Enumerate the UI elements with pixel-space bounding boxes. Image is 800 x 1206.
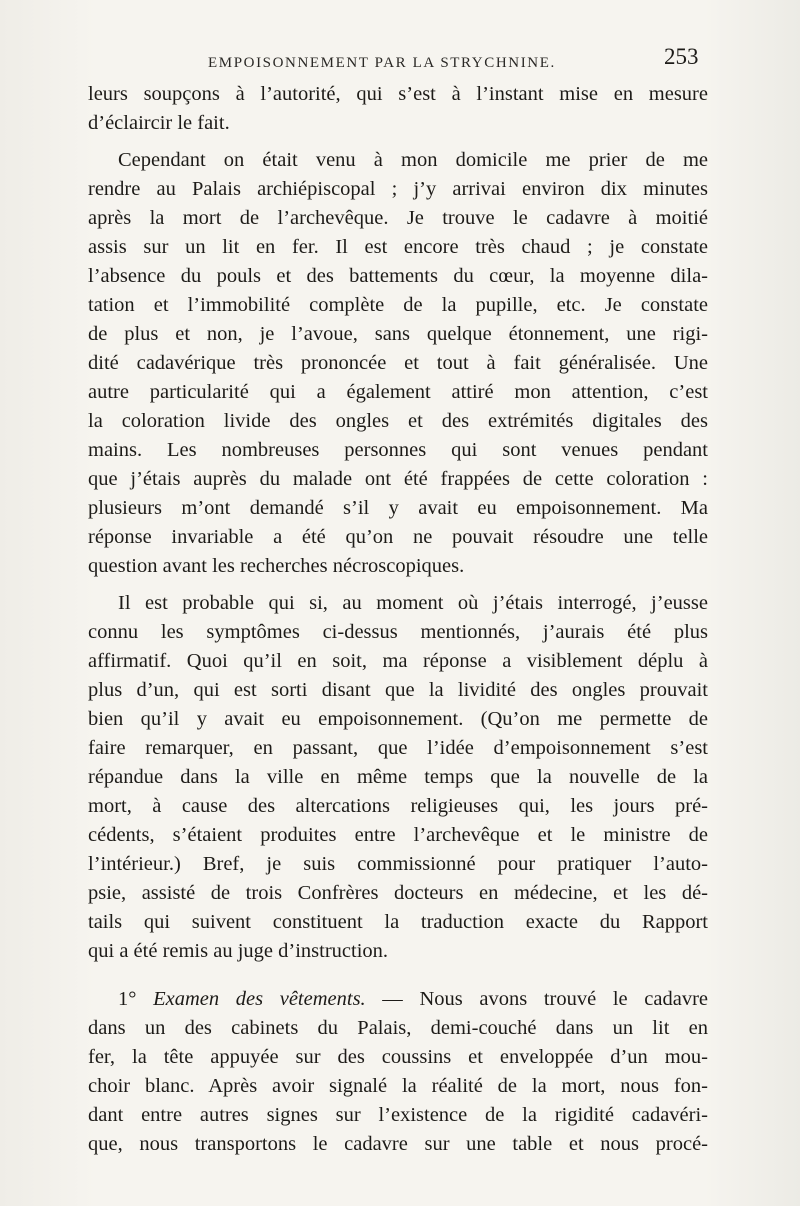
paragraph-spacer [88,138,708,146]
page-header [0,44,800,74]
paragraph [88,146,708,581]
text-line: bien qu’il y avait eu empoisonnement. (Qu’on me permette de [88,708,708,730]
text-line: réponse invariable a été qu’on ne pouvait résoudre une telle [88,526,708,548]
text-line: que, nous transportons le cadavre sur une table et nous procé- [88,1133,708,1155]
text-line: affirmatif. Quoi qu’il en soit, ma réponse a visiblement déplu à [88,650,708,672]
running-head: EMPOISONNEMENT PAR LA STRYCHNINE. [208,55,556,71]
section-number: 1° [118,988,137,1010]
paragraph [88,80,708,138]
text-line: plusieurs m’ont demandé s’il y avait eu empoisonnement. Ma [88,497,708,519]
paragraph-spacer [88,581,708,589]
text-line: dité cadavérique très prononcée et tout à fait généralisée. Une [88,352,708,374]
section-paragraph [88,985,708,1159]
text-line: la coloration livide des ongles et des extrémités digitales des [88,410,708,432]
section-lead-line [88,985,708,1014]
paragraph [88,589,708,966]
text-line: tation et l’immobilité complète de la pupille, etc. Je constate [88,294,708,316]
text-line: autre particularité qui a également attiré mon attention, c’est [88,381,708,403]
text-line: choir blanc. Après avoir signalé la réalité de la mort, nous fon- [88,1075,708,1097]
page-number: 253 [664,44,699,69]
text-line: qui a été remis au juge d’instruction. [88,940,389,962]
body-text [88,80,708,1159]
text-line: d’éclaircir le fait. [88,112,230,134]
text-line: mort, à cause des altercations religieuses qui, les jours pré- [88,795,708,817]
text-line: assis sur un lit en fer. Il est encore très chaud ; je constate [88,236,708,258]
text-line: dant entre autres signes sur l’existence de la rigidité cadavéri- [88,1104,708,1126]
text-line: que j’étais auprès du malade ont été frappées de cette coloration : [88,468,708,490]
text-line: fer, la tête appuyée sur des coussins et enveloppée d’un mou- [88,1046,708,1068]
text-line: cédents, s’étaient produites entre l’archevêque et le ministre de [88,824,708,846]
text-line: Il est probable qui si, au moment où j’étais interrogé, j’eusse [118,592,708,614]
text-line: faire remarquer, en passant, que l’idée d’empoisonnement s’est [88,737,708,759]
text-line: de plus et non, je l’avoue, sans quelque étonnement, une rigi- [88,323,708,345]
text-line: psie, assisté de trois Confrères docteurs en médecine, et les dé- [88,882,708,904]
text-line: tails qui suivent constituent la traduction exacte du Rapport [88,911,708,933]
text-line: l’intérieur.) Bref, je suis commissionné pour pratiquer l’auto- [88,853,708,875]
text-line: après la mort de l’archevêque. Je trouve le cadavre à moitié [88,207,708,229]
text-line: mains. Les nombreuses personnes qui sont venues pendant [88,439,708,461]
text-line: plus d’un, qui est sorti disant que la lividité des ongles prouvait [88,679,708,701]
text-line: connu les symptômes ci-dessus mentionnés, j’aurais été plus [88,621,708,643]
text-line: rendre au Palais archiépiscopal ; j’y arrivai environ dix minutes [88,178,708,200]
text-line: leurs soupçons à l’autorité, qui s’est à l’instant mise en mesure [88,83,708,105]
text-line: répandue dans la ville en même temps que la nouvelle de la [88,766,708,788]
text-line: l’absence du pouls et des battements du cœur, la moyenne dila- [88,265,708,287]
text-line: dans un des cabinets du Palais, demi-couché dans un lit en [88,1017,708,1039]
text-line: question avant les recherches nécroscopiques. [88,555,465,577]
section-lead-text: — Nous avons trouvé le cadavre [365,988,708,1010]
text-line: Cependant on était venu à mon domicile me prier de me [118,149,708,171]
section-title: Examen des vêtements. [153,988,366,1010]
paragraph-spacer [88,966,708,985]
